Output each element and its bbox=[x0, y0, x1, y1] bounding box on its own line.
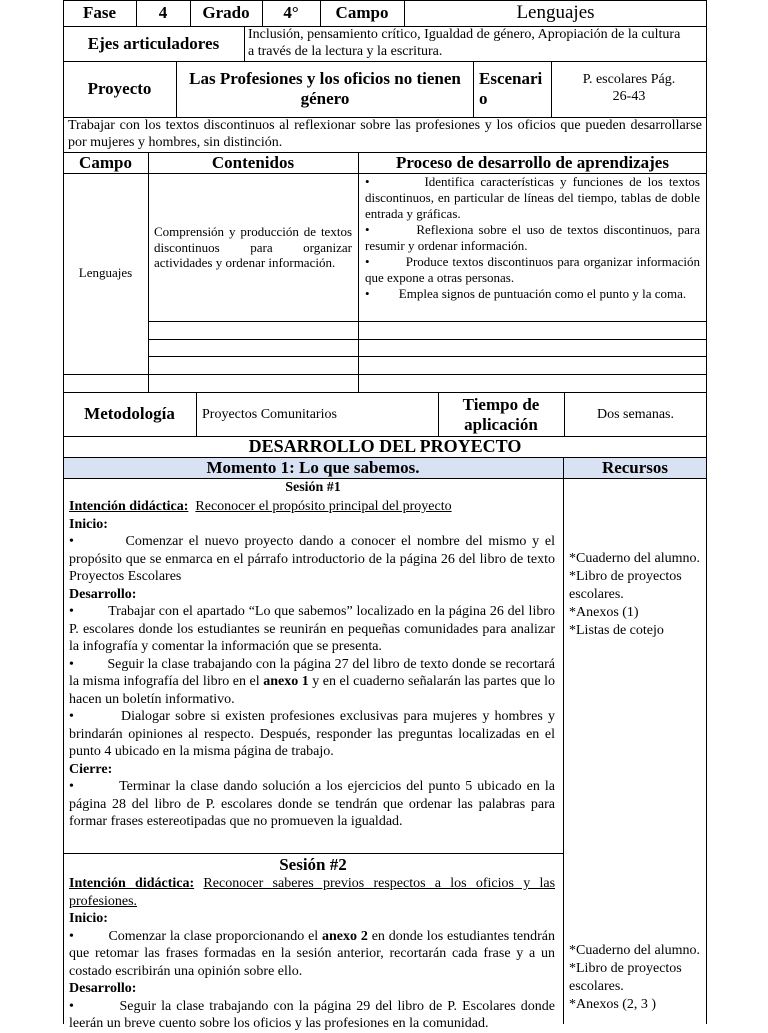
sesion1-desarrollo2a: Seguir la clase trabajando con la página 27 del libro de texto donde se recortará la misma infografía del libro en el bbox=[69, 656, 555, 689]
proyecto-value: Las Profesiones y los oficios no tienen género bbox=[189, 69, 461, 109]
sesion2-recursos bbox=[569, 942, 701, 1014]
momento-title: Momento 1: Lo que sabemos. bbox=[206, 458, 420, 477]
sesion1-desarrollo3: Dialogar sobre si existen profesiones exclusivas para mujeres y hombres y brindarán opiniones al respecto. Después, responder las preguntas localizadas en el punto 4 ubicado en la misma página de trabajo. bbox=[69, 709, 555, 759]
sesion2-body: Intención didáctica: Reconocer saberes previos respectos a los oficios y las profesiones. Inicio: • Comenzar la clase proporcionando el anexo 2 en donde los estudiantes tendrán que retomar las frases formadas en la sesión anterior, recortarán cada frase y a un costado escribirán una opinión sobre ello. Desarrollo: • Seguir la clase trabajando con la página 29 del libro de P. Escolares donde leerán un breve cuento sobre los oficios y las profesiones en la comunidad. bbox=[69, 876, 556, 1031]
recurso-item: *Cuaderno del alumno. bbox=[569, 551, 701, 566]
sesion1-desarrollo2c: y en el cuaderno señalarán las partes que lo hacen un boletín informativo. bbox=[69, 674, 556, 707]
recurso-item: *Cuaderno del alumno. bbox=[569, 943, 701, 958]
sesion1-desarrollo-label: Desarrollo: bbox=[69, 586, 137, 602]
sesion2-inicio-a: Comenzar la clase proporcionando el bbox=[108, 928, 319, 944]
recurso-item: *Libro de proyectos escolares. bbox=[569, 568, 682, 602]
sesion1-intencion: Reconocer el propósito principal del proyecto bbox=[195, 499, 452, 514]
sesion1-cierre: Terminar la clase dando solución a los ejercicios del punto 5 ubicado en la página 28 del libro de P. escolares donde se tendrán que ordenar las palabras para formar frases estereotipadas que no promueven la igualdad. bbox=[69, 779, 555, 829]
metodologia-label: Metodología bbox=[84, 404, 175, 423]
sesion1-anexo: anexo 1 bbox=[263, 674, 309, 689]
sesion1-desarrollo1: Trabajar con el apartado “Lo que sabemos” localizado en la página 26 del libro P. escolares donde los estudiantes se reunirán en pequeñas comunidades para analizar la infografía y comentar la información que se presenta. bbox=[69, 604, 555, 654]
recurso-item: *Libro de proyectos escolares. bbox=[569, 960, 682, 994]
campo-label: Campo bbox=[335, 3, 389, 22]
sesion2-inicio-c: en donde los estudiantes tendrán que retomar las frases formadas en la sesión anterior, recortarán cada frase y a un costado escribirán una opinión sobre ello. bbox=[69, 928, 556, 979]
sesion2-title: Sesión #2 bbox=[279, 855, 347, 874]
desarrollo-title: DESARROLLO DEL PROYECTO bbox=[248, 436, 522, 456]
proceso-item: • Identifica características y funciones de los textos discontinuos, en particular de líneas del tiempo, tablas de doble entrada y gráficas. bbox=[365, 174, 700, 221]
sesion1-inicio: Comenzar el nuevo proyecto dando a conocer el nombre del mismo y el propósito que se enmarca en el párrafo introductorio de la página 26 del libro de texto Proyectos Escolares bbox=[69, 534, 555, 584]
fase-label: Fase bbox=[82, 3, 117, 22]
project-description: Trabajar con los textos discontinuos al reflexionar sobre las profesiones y los oficios que pueden desarrollarse por mujeres y hombres, sin distinción. bbox=[68, 118, 702, 150]
fase-value: 4 bbox=[158, 3, 168, 22]
sesion1-cierre-label: Cierre: bbox=[69, 761, 113, 777]
escenario-value: P. escolares Pág. 26-43 bbox=[582, 72, 676, 104]
sesion1-recursos bbox=[569, 550, 701, 640]
recursos-label: Recursos bbox=[601, 458, 669, 477]
tiempo-label: Tiempo de aplicación bbox=[462, 395, 540, 435]
recurso-item: *Anexos (2, 3 ) bbox=[569, 996, 657, 1012]
proceso-item: • Produce textos discontinuos para organizar información que expone a otras personas. bbox=[365, 253, 700, 285]
contenido-cell: Comprensión y producción de textos discontinuos para organizar actividades y ordenar información. bbox=[154, 224, 352, 271]
col-contenidos: Contenidos bbox=[211, 153, 295, 172]
sesion2-desarrollo1: Seguir la clase trabajando con la página 29 del libro de P. Escolares donde leerán un breve cuento sobre los oficios y las profesiones en la comunidad. bbox=[69, 998, 556, 1031]
sesion2-inicio-label: Inicio: bbox=[69, 911, 108, 926]
campo-value: Lenguajes bbox=[516, 2, 595, 23]
tiempo-value: Dos semanas. bbox=[597, 407, 674, 422]
sesion2-intencion: Reconocer saberes previos respectos a los oficios y las profesiones. bbox=[69, 876, 556, 909]
sesion2-intencion-label: Intención didáctica: bbox=[69, 876, 195, 891]
sesion2-desarrollo-label: Desarrollo: bbox=[69, 981, 137, 996]
recurso-item: *Listas de cotejo bbox=[569, 622, 664, 638]
proyecto-label: Proyecto bbox=[87, 79, 152, 98]
sesion1-inicio-label: Inicio: bbox=[69, 516, 108, 532]
proceso-cell bbox=[365, 174, 700, 302]
proceso-item: • Reflexiona sobre el uso de textos discontinuos, para resumir y ordenar información. bbox=[365, 221, 700, 253]
col-proceso: Proceso de desarrollo de aprendizajes bbox=[396, 153, 669, 172]
sesion1-title: Sesión #1 bbox=[285, 480, 341, 495]
sesion1-intencion-label: Intención didáctica: bbox=[69, 499, 189, 514]
ejes-label: Ejes articuladores bbox=[87, 34, 220, 53]
proceso-item: • Emplea signos de puntuación como el punto y la coma. bbox=[365, 285, 687, 301]
escenario-label: Escenari o bbox=[479, 69, 543, 109]
recurso-item: *Anexos (1) bbox=[569, 604, 639, 620]
grado-label: Grado bbox=[202, 3, 250, 22]
col-campo: Campo bbox=[79, 153, 132, 172]
sesion2-anexo: anexo 2 bbox=[322, 928, 368, 944]
campo-cell: Lenguajes bbox=[78, 265, 133, 280]
metodologia-value: Proyectos Comunitarios bbox=[202, 407, 337, 422]
sesion1-body: Intención didáctica: Reconocer el propósito principal del proyecto Inicio: • Comenzar el nuevo proyecto dando a conocer el nombre del mismo y el propósito que se enmarca en el párrafo introductorio de la página 26 del libro de texto Proyectos Escolares Desarrollo: • Trabajar con el apartado “Lo que sabemos” localizado en la página 26 del libro P. escolares donde los estudiantes se reunirán en pequeñas comunidades para analizar la infografía y comentar la información que se presenta. • Seguir la clase trabajando con la página 27 del libro de texto donde se recortará la misma infografía del libro en el anexo 1 y en el cuaderno señalarán las partes que lo hacen un boletín informativo. • Dialogar sobre si existen profesiones exclusivas para mujeres y hombres y brindarán opiniones al respecto. Después, responder las preguntas localizadas en el punto 4 ubicado en la misma página de trabajo. Cierre: • Terminar la clase dando solución a los ejercicios del punto 5 ubicado en la página 28 del libro de P. escolares donde se tendrán que ordenar las palabras para formar frases estereotipadas que no promueven la igualdad. bbox=[69, 499, 556, 829]
grado-value: 4° bbox=[283, 3, 299, 22]
ejes-value: Inclusión, pensamiento crítico, Igualdad de género, Apropiación de la cultura a través de la lectura y la escritura. bbox=[248, 27, 681, 59]
